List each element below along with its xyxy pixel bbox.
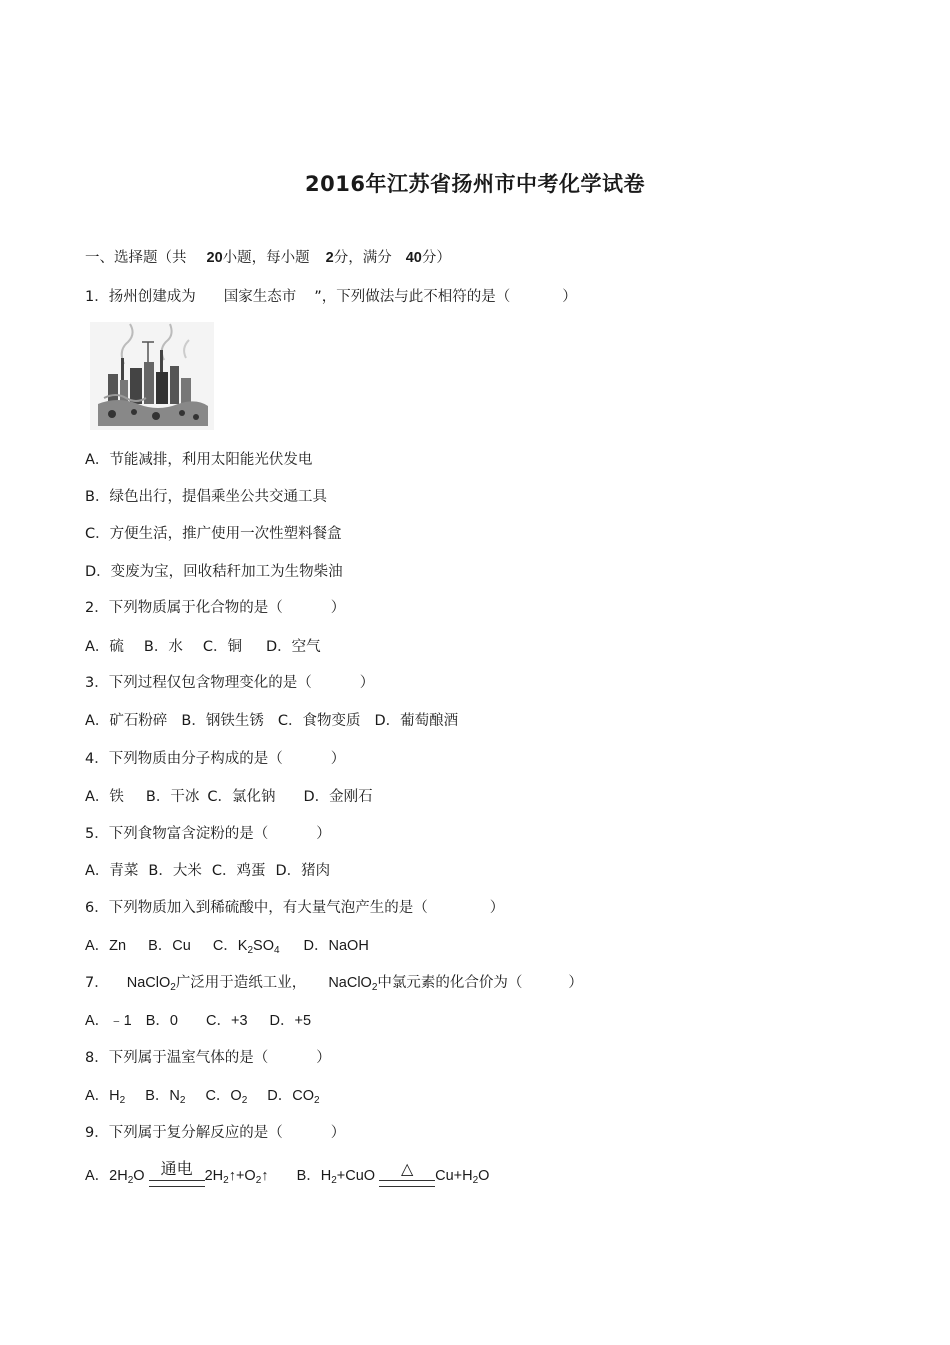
q7-close: ） <box>568 975 583 991</box>
q3-stem: 3．下列过程仅包含物理变化的是（ <box>85 675 312 691</box>
q4-option-d: D．金刚石 <box>303 789 373 805</box>
q9-b-sub-2: 2 <box>472 1175 479 1186</box>
q6-option-c-sub-1: 2 <box>247 945 254 956</box>
q7-formula-1-sub: 2 <box>170 982 176 993</box>
q4-option-b: B．干冰 <box>145 789 200 805</box>
q8-option-d-sub: 2 <box>313 1095 320 1106</box>
q7-option-c: C．+3 <box>206 1013 248 1029</box>
q3-close: ） <box>359 675 375 691</box>
q9-b-double-bar <box>379 1180 435 1187</box>
q2-stem: 2．下列物质属于化合物的是（ <box>85 600 283 616</box>
q2-close: ） <box>330 600 346 616</box>
question-2-stem <box>85 598 345 618</box>
q1-stem-pre: 1．扬州创建成为 <box>85 289 196 305</box>
q4-stem: 4．下列物质由分子构成的是（ <box>85 751 283 767</box>
q5-option-c: C．鸡蛋 <box>211 863 266 879</box>
section-label: 一、选择题（共 <box>85 250 187 266</box>
q2-option-b: B．水 <box>143 639 183 655</box>
q9-b-sub-1: 2 <box>331 1175 337 1186</box>
q5-close: ） <box>316 826 331 842</box>
q8-option-d: D．CO <box>267 1088 314 1104</box>
q7-formula-2: NaClO <box>328 975 372 991</box>
q1-option-b: B．绿色出行，提倡乘坐公共交通工具 <box>85 489 327 505</box>
section-count: 20 <box>206 250 223 266</box>
section-heading <box>85 248 451 268</box>
q9-a-product-2: ↑+O <box>228 1168 256 1184</box>
q3-options <box>85 711 458 731</box>
q7-stem-c: 中氯元素的化合价为（ <box>377 975 523 991</box>
section-mid2: 分，满分 <box>333 250 392 266</box>
q9-stem: 9．下列属于复分解反应的是（ <box>85 1125 283 1141</box>
q7-options <box>85 1011 311 1031</box>
question-3-stem <box>85 673 374 693</box>
q5-stem: 5．下列食物富含淀粉的是（ <box>85 826 269 842</box>
q6-option-c: C．K <box>212 938 248 954</box>
q2-options <box>85 637 321 657</box>
page-title: 2016年江苏省扬州市中考化学试卷 <box>305 172 645 196</box>
q3-option-b: B．钢铁生锈 <box>181 713 264 729</box>
q9-a-mid: O <box>133 1168 145 1184</box>
q5-option-d: D．猪肉 <box>275 863 331 879</box>
q1-close: ） <box>562 289 577 305</box>
q3-option-a: A．矿石粉碎 <box>85 713 168 729</box>
q6-close: ） <box>489 900 505 916</box>
question-9-stem <box>85 1123 345 1143</box>
question-6-stem <box>85 898 504 918</box>
q7-option-a: A．﹣1 <box>85 1013 132 1029</box>
q7-stem-b: 广泛用于造纸工业， <box>175 975 307 991</box>
q1-stem-post: ”，下列做法与此不相符的是（ <box>314 289 511 305</box>
q1-option-c: C．方便生活，推广使用一次性塑料餐盒 <box>85 526 342 542</box>
q1-option-d: D．变废为宝，回收秸秆加工为生物柴油 <box>85 564 343 580</box>
q6-option-d: D．NaOH <box>303 938 369 954</box>
q9-b-condition: △ <box>400 1161 414 1178</box>
q9-b-product-2: O <box>478 1168 490 1184</box>
q3-option-c: C．食物变质 <box>277 713 361 729</box>
q2-option-a: A．硫 <box>85 639 124 655</box>
q7-option-b: B．0 <box>145 1013 178 1029</box>
q6-options <box>85 936 369 956</box>
q6-option-b: B．Cu <box>148 938 191 954</box>
q9-a-sub-2: 2 <box>223 1175 229 1186</box>
q9-a-double-bar <box>149 1180 205 1187</box>
section-mid1: 小题，每小题 <box>222 250 310 266</box>
q6-option-a: A．Zn <box>85 938 127 954</box>
q6-option-c-sub-2: 4 <box>273 945 280 956</box>
q9-options <box>85 1161 490 1193</box>
q4-options <box>85 787 373 807</box>
question-5-stem <box>85 824 331 844</box>
q9-b-mid: +CuO <box>336 1168 376 1184</box>
question-7-stem <box>85 973 583 993</box>
q8-options <box>85 1086 320 1106</box>
q5-option-a: A．青菜 <box>85 863 139 879</box>
q9-a-label: A．2H <box>85 1168 128 1184</box>
q3-option-d: D．葡萄酿酒 <box>374 713 459 729</box>
question-1-stem <box>85 287 577 307</box>
q8-stem: 8．下列属于温室气体的是（ <box>85 1050 269 1066</box>
q2-option-c: C．铜 <box>202 639 242 655</box>
q7-stem-a: 7． <box>85 975 109 991</box>
q4-option-c: C．氯化钠 <box>207 789 276 805</box>
q5-options <box>85 861 330 881</box>
q8-option-a: A．H <box>85 1088 120 1104</box>
q6-stem: 6．下列物质加入到稀硫酸中，有大量气泡产生的是（ <box>85 900 428 916</box>
q8-option-a-sub: 2 <box>119 1095 126 1106</box>
q9-b-equation-sign <box>379 1161 435 1193</box>
q9-b-product-1: Cu+H <box>435 1168 473 1184</box>
city-pollution-illustration <box>90 322 214 430</box>
q9-a-product-1: 2H <box>204 1168 224 1184</box>
question-8-stem <box>85 1048 331 1068</box>
q5-option-b: B．大米 <box>148 863 202 879</box>
q2-option-d: D．空气 <box>266 639 321 655</box>
section-total: 40 <box>405 250 422 266</box>
q9-a-sub-1: 2 <box>127 1175 134 1186</box>
q7-formula-1: NaClO <box>126 975 171 991</box>
q4-close: ） <box>330 751 346 767</box>
q8-option-c: C．O <box>205 1088 242 1104</box>
q7-formula-2-sub: 2 <box>371 982 378 993</box>
section-end: 分） <box>421 250 451 266</box>
q9-a-product-3: ↑ <box>261 1168 269 1184</box>
q9-a-condition: 通电 <box>160 1161 193 1178</box>
q8-option-b-sub: 2 <box>179 1095 186 1106</box>
q8-option-c-sub: 2 <box>241 1095 248 1106</box>
q7-option-d: D．+5 <box>269 1013 312 1029</box>
q9-close: ） <box>330 1125 346 1141</box>
question-4-stem <box>85 749 345 769</box>
q6-option-c-mid: SO <box>253 938 274 954</box>
q1-stem-quote: 国家生态市 <box>223 289 297 305</box>
q8-close: ） <box>316 1050 331 1066</box>
section-points: 2 <box>325 250 334 266</box>
q8-option-b: B．N <box>145 1088 180 1104</box>
q9-a-sub-3: 2 <box>255 1175 262 1186</box>
q1-option-a: A．节能减排，利用太阳能光伏发电 <box>85 452 313 468</box>
q9-a-equation-sign <box>149 1161 205 1193</box>
q4-option-a: A．铁 <box>85 789 124 805</box>
q9-b-label: B．H <box>296 1168 332 1184</box>
